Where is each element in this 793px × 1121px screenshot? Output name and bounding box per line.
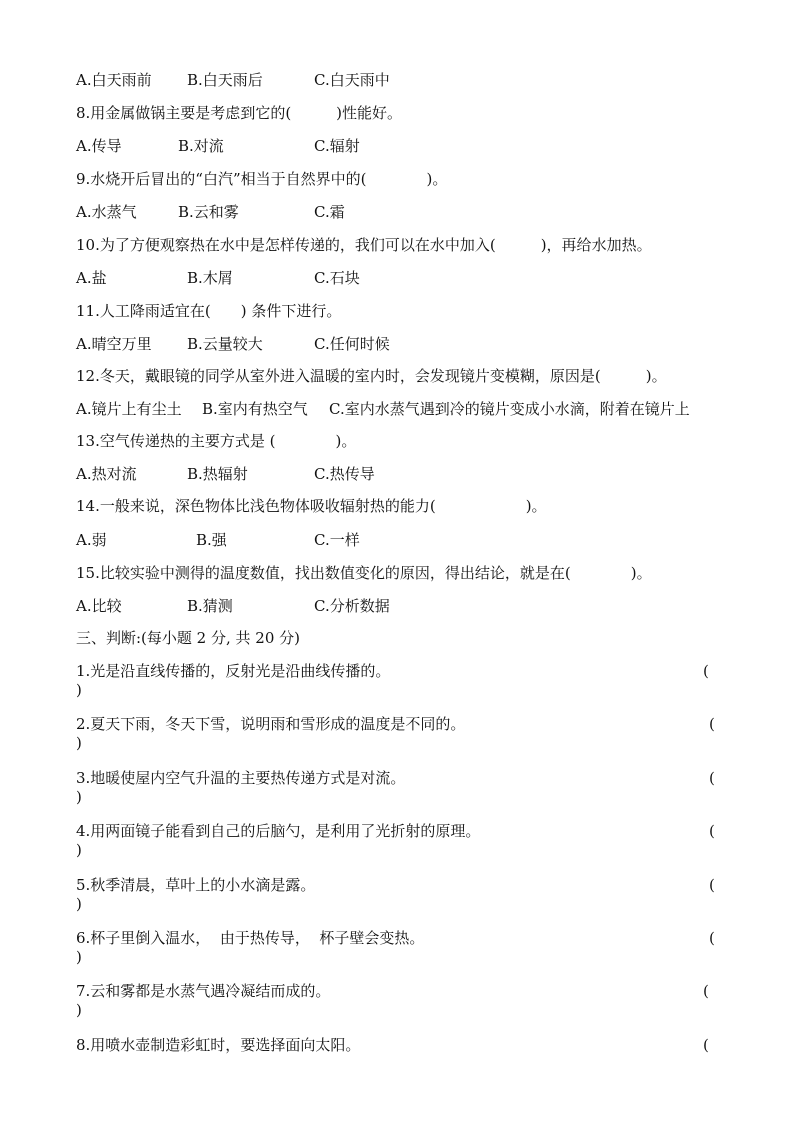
judge-item-1-paren-open: ( xyxy=(703,662,709,680)
q8-option-a: A.传导 xyxy=(76,137,122,155)
q12-stem: 12.冬天，戴眼镜的同学从室外进入温暖的室内时，会发现镜片变模糊，原因是( )。 xyxy=(76,367,667,385)
judge-item-4-paren-close: ) xyxy=(76,841,82,859)
q9-option-a: A.水蒸气 xyxy=(76,203,137,221)
q15-option-b: B.猜测 xyxy=(187,597,233,615)
judge-item-2-paren-open: ( xyxy=(709,715,715,733)
q14-option-a: A.弱 xyxy=(76,531,107,549)
q11-option-c: C.任何时候 xyxy=(314,335,390,353)
judge-item-3-paren-close: ) xyxy=(76,788,82,806)
q12-option-a: A.镜片上有尘土 xyxy=(76,400,182,418)
q8-stem: 8.用金属做锅主要是考虑到它的( )性能好。 xyxy=(76,104,403,122)
judge-item-1: 1.光是沿直线传播的，反射光是沿曲线传播的。 xyxy=(76,662,391,680)
q13-stem: 13.空气传递热的主要方式是 ( )。 xyxy=(76,432,357,450)
section3-heading: 三、判断:(每小题 2 分, 共 20 分) xyxy=(76,629,300,647)
judge-item-8-paren-open: ( xyxy=(703,1036,709,1054)
q9-option-b: B.云和雾 xyxy=(178,203,239,221)
q15-stem: 15.比较实验中测得的温度数值，找出数值变化的原因，得出结论，就是在( )。 xyxy=(76,564,652,582)
q8-option-c: C.辐射 xyxy=(314,137,360,155)
q13-option-b: B.热辐射 xyxy=(187,465,248,483)
q14-option-c: C.一样 xyxy=(314,531,360,549)
q15-option-a: A.比较 xyxy=(76,597,122,615)
judge-item-6-paren-open: ( xyxy=(709,929,715,947)
judge-item-1-paren-close: ) xyxy=(76,681,82,699)
judge-item-5: 5.秋季清晨，草叶上的小水滴是露。 xyxy=(76,876,316,894)
q9-stem: 9.水烧开后冒出的“白汽”相当于自然界中的( )。 xyxy=(76,170,448,188)
q7-option-b: B.白天雨后 xyxy=(187,71,263,89)
q11-option-a: A.晴空万里 xyxy=(76,335,152,353)
judge-item-7-paren-open: ( xyxy=(703,982,709,1000)
q9-option-c: C.霜 xyxy=(314,203,345,221)
judge-item-2: 2.夏天下雨，冬天下雪，说明雨和雪形成的温度是不同的。 xyxy=(76,715,466,733)
judge-item-5-paren-open: ( xyxy=(709,876,715,894)
q10-option-c: C.石块 xyxy=(314,269,360,287)
judge-item-2-paren-close: ) xyxy=(76,734,82,752)
judge-item-7-paren-close: ) xyxy=(76,1001,82,1019)
q12-option-b: B.室内有热空气 xyxy=(202,400,308,418)
judge-item-6: 6.杯子里倒入温水， 由于热传导， 杯子壁会变热。 xyxy=(76,929,425,947)
judge-item-3-paren-open: ( xyxy=(709,769,715,787)
judge-item-4: 4.用两面镜子能看到自己的后脑勺，是利用了光折射的原理。 xyxy=(76,822,481,840)
judge-item-6-paren-close: ) xyxy=(76,948,82,966)
judge-item-8: 8.用喷水壶制造彩虹时，要选择面向太阳。 xyxy=(76,1036,361,1054)
judge-item-5-paren-close: ) xyxy=(76,895,82,913)
judge-item-4-paren-open: ( xyxy=(709,822,715,840)
judge-item-7: 7.云和雾都是水蒸气遇冷凝结而成的。 xyxy=(76,982,331,1000)
q10-option-a: A.盐 xyxy=(76,269,107,287)
q10-option-b: B.木屑 xyxy=(187,269,233,287)
judge-item-3: 3.地暖使屋内空气升温的主要热传递方式是对流。 xyxy=(76,769,406,787)
q15-option-c: C.分析数据 xyxy=(314,597,390,615)
q10-stem: 10.为了方便观察热在水中是怎样传递的，我们可以在水中加入( )，再给水加热。 xyxy=(76,236,652,254)
q11-stem: 11.人工降雨适宜在( ) 条件下进行。 xyxy=(76,302,342,320)
q7-option-a: A.白天雨前 xyxy=(76,71,152,89)
q11-option-b: B.云量较大 xyxy=(187,335,263,353)
q12-option-c: C.室内水蒸气遇到冷的镜片变成小水滴，附着在镜片上 xyxy=(329,400,690,418)
q14-option-b: B.强 xyxy=(196,531,227,549)
q14-stem: 14.一般来说，深色物体比浅色物体吸收辐射热的能力( )。 xyxy=(76,497,547,515)
q13-option-c: C.热传导 xyxy=(314,465,375,483)
q13-option-a: A.热对流 xyxy=(76,465,137,483)
q8-option-b: B.对流 xyxy=(178,137,224,155)
q7-option-c: C.白天雨中 xyxy=(314,71,390,89)
